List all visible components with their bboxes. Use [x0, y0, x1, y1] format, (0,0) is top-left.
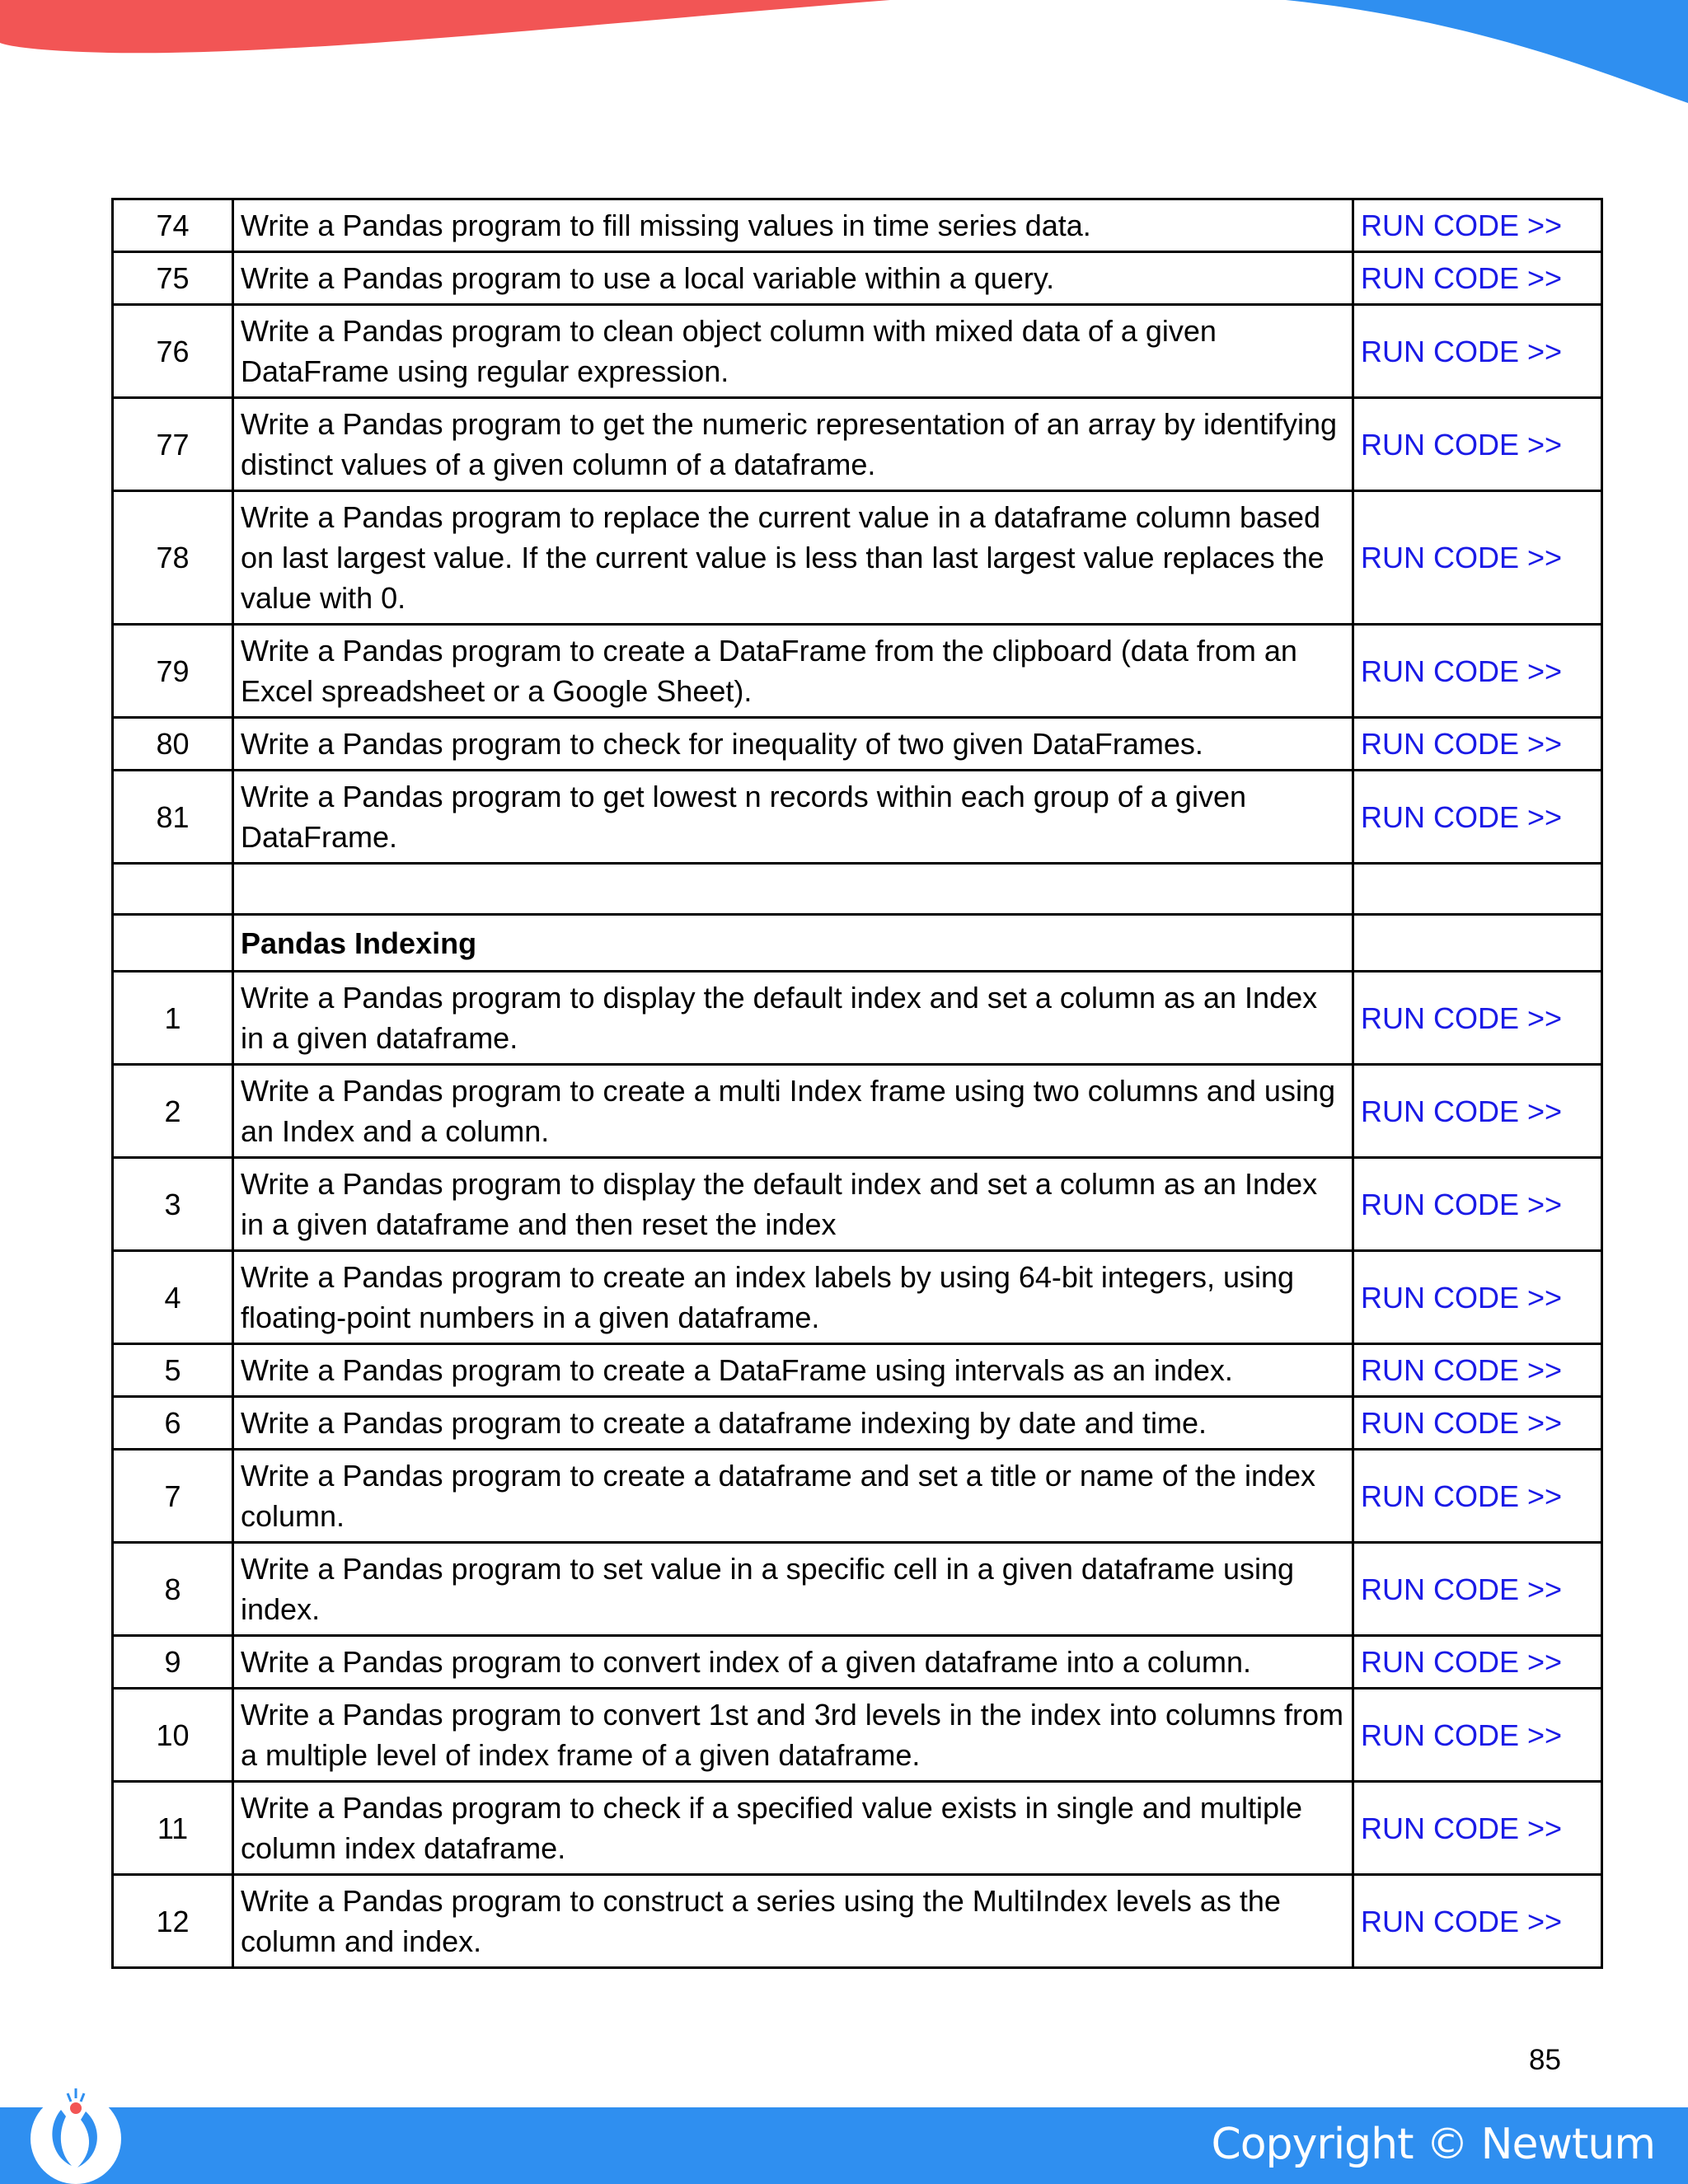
exercise-description: Write a Pandas program to get the numeric representation of an array by identifying distinct values of a given column of a dataframe.	[233, 398, 1353, 491]
exercise-number: 74	[113, 199, 233, 252]
exercise-description: Write a Pandas program to construct a series using the MultiIndex levels as the column and index.	[233, 1875, 1353, 1968]
run-code-link[interactable]: RUN CODE >>	[1353, 1782, 1602, 1875]
exercise-number: 10	[113, 1689, 233, 1782]
page-number: 85	[1529, 2044, 1561, 2076]
table-row	[113, 252, 1602, 305]
copyright-text: Copyright © Newtum	[1211, 2120, 1655, 2169]
run-code-link[interactable]: RUN CODE >>	[1353, 1251, 1602, 1344]
table-row	[113, 771, 1602, 864]
run-code-link[interactable]: RUN CODE >>	[1353, 252, 1602, 305]
table-row	[113, 1158, 1602, 1251]
exercise-number: 7	[113, 1450, 233, 1543]
exercise-number: 6	[113, 1397, 233, 1450]
exercise-number: 11	[113, 1782, 233, 1875]
exercise-description: Write a Pandas program to display the default index and set a column as an Index in a given dataframe and then reset the index	[233, 1158, 1353, 1251]
exercise-table	[111, 198, 1603, 1969]
exercise-number: 5	[113, 1344, 233, 1397]
exercise-number: 81	[113, 771, 233, 864]
table-row	[113, 1251, 1602, 1344]
run-code-link[interactable]: RUN CODE >>	[1353, 1689, 1602, 1782]
run-code-link[interactable]: RUN CODE >>	[1353, 1450, 1602, 1543]
top-decoration	[0, 0, 1688, 115]
exercise-description: Write a Pandas program to create a dataframe indexing by date and time.	[233, 1397, 1353, 1450]
exercise-number: 80	[113, 718, 233, 771]
newtum-logo-icon	[26, 2077, 125, 2184]
exercise-description: Write a Pandas program to create a DataFrame using intervals as an index.	[233, 1344, 1353, 1397]
table-row	[113, 718, 1602, 771]
exercise-number: 78	[113, 491, 233, 625]
run-code-link[interactable]: RUN CODE >>	[1353, 1065, 1602, 1158]
exercise-number: 75	[113, 252, 233, 305]
exercise-number: 9	[113, 1636, 233, 1689]
run-code-link[interactable]: RUN CODE >>	[1353, 1158, 1602, 1251]
exercise-number: 12	[113, 1875, 233, 1968]
exercise-number: 1	[113, 972, 233, 1065]
table-row	[113, 398, 1602, 491]
table-row	[113, 1450, 1602, 1543]
run-code-link[interactable]: RUN CODE >>	[1353, 718, 1602, 771]
exercise-number: 2	[113, 1065, 233, 1158]
run-code-link[interactable]: RUN CODE >>	[1353, 771, 1602, 864]
table-row	[113, 1344, 1602, 1397]
exercise-description: Write a Pandas program to use a local variable within a query.	[233, 252, 1353, 305]
run-code-link[interactable]: RUN CODE >>	[1353, 1397, 1602, 1450]
table-row	[113, 1782, 1602, 1875]
exercise-number: 79	[113, 625, 233, 718]
exercise-description: Write a Pandas program to check for inequality of two given DataFrames.	[233, 718, 1353, 771]
exercise-number: 76	[113, 305, 233, 398]
exercise-description: Write a Pandas program to get lowest n records within each group of a given DataFrame.	[233, 771, 1353, 864]
exercise-description: Write a Pandas program to clean object column with mixed data of a given DataFrame using regular expression.	[233, 305, 1353, 398]
table-row	[113, 972, 1602, 1065]
table-row	[113, 1397, 1602, 1450]
table-row	[113, 1636, 1602, 1689]
table-row	[113, 625, 1602, 718]
exercise-description: Write a Pandas program to replace the current value in a dataframe column based on last largest value. If the current value is less than last largest value replaces the value with 0.	[233, 491, 1353, 625]
exercise-description: Write a Pandas program to display the default index and set a column as an Index in a given dataframe.	[233, 972, 1353, 1065]
exercise-number: 3	[113, 1158, 233, 1251]
table-row	[113, 1065, 1602, 1158]
empty-row	[113, 864, 1602, 915]
exercise-description: Write a Pandas program to convert 1st and 3rd levels in the index into columns from a multiple level of index frame of a given dataframe.	[233, 1689, 1353, 1782]
exercise-description: Write a Pandas program to create an index labels by using 64-bit integers, using floating-point numbers in a given dataframe.	[233, 1251, 1353, 1344]
table-row	[113, 491, 1602, 625]
run-code-link[interactable]: RUN CODE >>	[1353, 1543, 1602, 1636]
run-code-link[interactable]: RUN CODE >>	[1353, 1344, 1602, 1397]
exercise-description: Write a Pandas program to fill missing values in time series data.	[233, 199, 1353, 252]
exercise-description: Write a Pandas program to set value in a specific cell in a given dataframe using index.	[233, 1543, 1353, 1636]
run-code-link[interactable]: RUN CODE >>	[1353, 1875, 1602, 1968]
exercise-description: Write a Pandas program to create a dataframe and set a title or name of the index column.	[233, 1450, 1353, 1543]
exercise-description: Write a Pandas program to check if a specified value exists in single and multiple column index dataframe.	[233, 1782, 1353, 1875]
run-code-link[interactable]: RUN CODE >>	[1353, 305, 1602, 398]
run-code-link[interactable]: RUN CODE >>	[1353, 1636, 1602, 1689]
table-row	[113, 1689, 1602, 1782]
section-header-row	[113, 915, 1602, 972]
exercise-number: 77	[113, 398, 233, 491]
run-code-link[interactable]: RUN CODE >>	[1353, 398, 1602, 491]
table-row	[113, 1875, 1602, 1968]
run-code-link[interactable]: RUN CODE >>	[1353, 972, 1602, 1065]
table-row	[113, 199, 1602, 252]
exercise-number: 8	[113, 1543, 233, 1636]
exercise-description: Write a Pandas program to convert index of a given dataframe into a column.	[233, 1636, 1353, 1689]
run-code-link[interactable]: RUN CODE >>	[1353, 625, 1602, 718]
run-code-link[interactable]: RUN CODE >>	[1353, 199, 1602, 252]
exercise-description: Write a Pandas program to create a DataFrame from the clipboard (data from an Excel spreadsheet or a Google Sheet).	[233, 625, 1353, 718]
table-row	[113, 305, 1602, 398]
table-row	[113, 1543, 1602, 1636]
section-title: Pandas Indexing	[233, 915, 1353, 972]
exercise-number: 4	[113, 1251, 233, 1344]
exercise-description: Write a Pandas program to create a multi Index frame using two columns and using an Index and a column.	[233, 1065, 1353, 1158]
run-code-link[interactable]: RUN CODE >>	[1353, 491, 1602, 625]
